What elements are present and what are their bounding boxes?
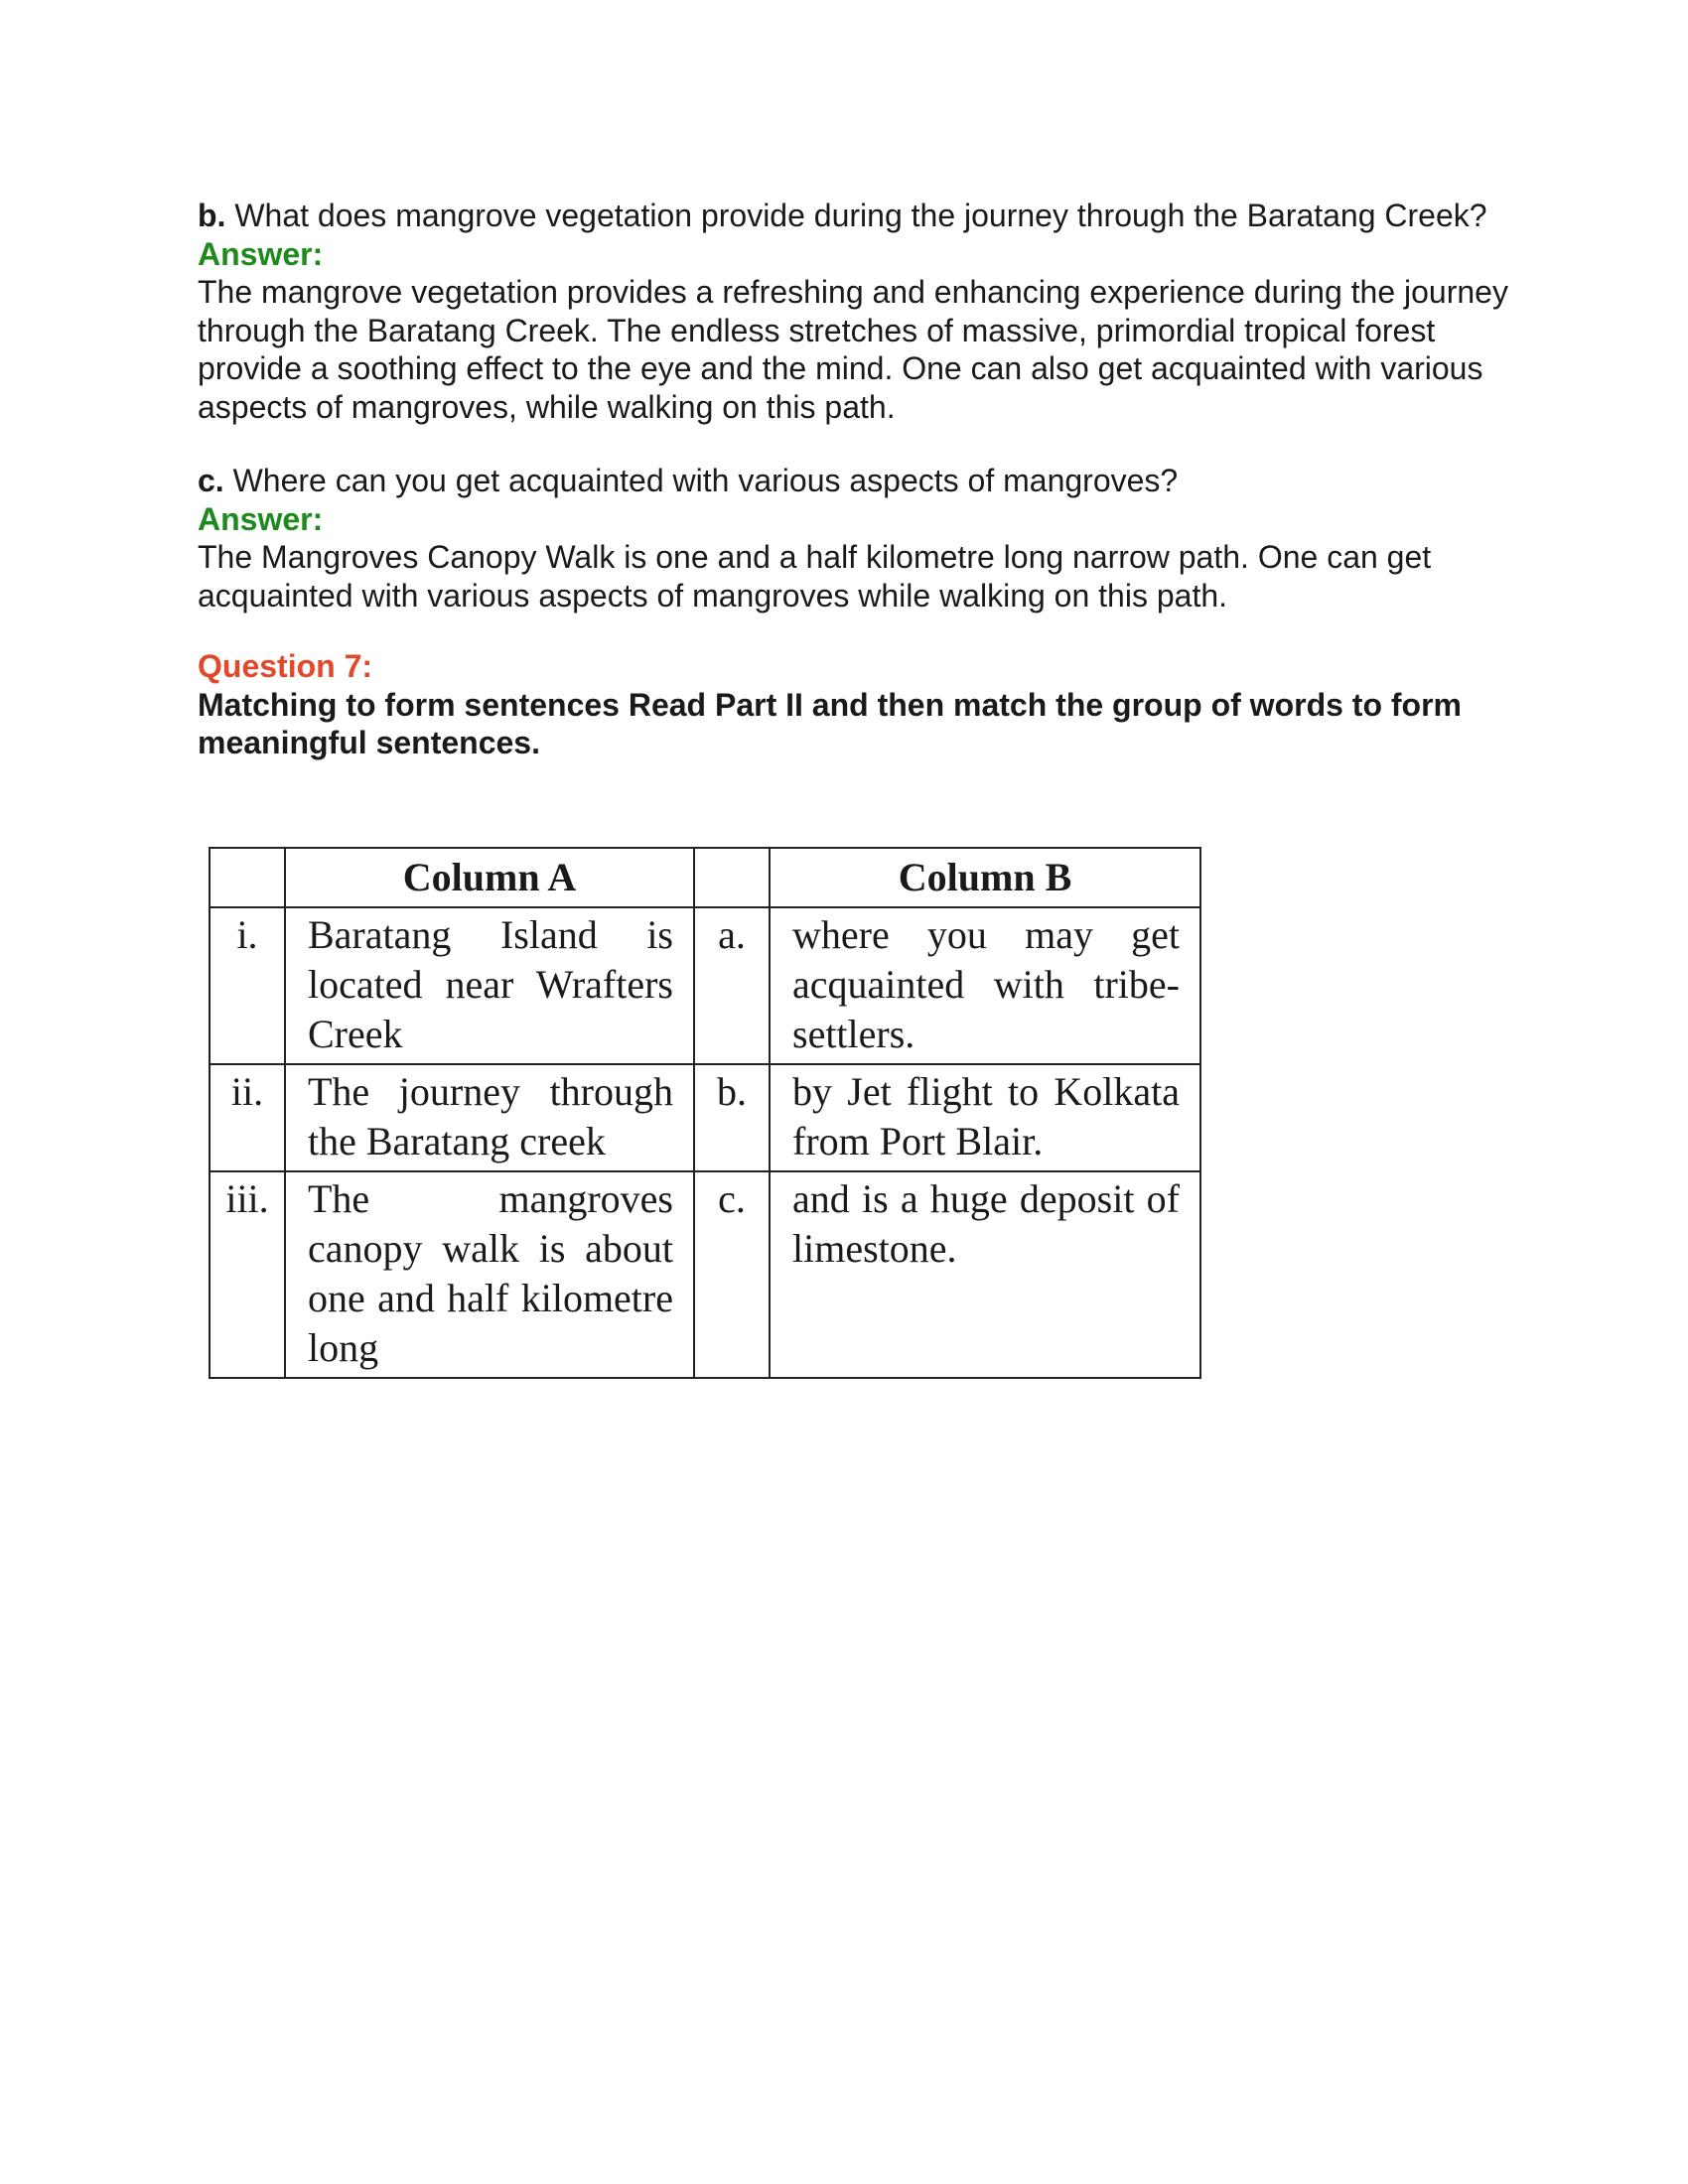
column-b-text: where you may get acquainted with tribe-settlers. [792, 912, 1180, 1056]
row-letter: c. [694, 1171, 770, 1378]
row-letter: a. [694, 907, 770, 1064]
header-column-a: Column A [285, 848, 694, 907]
answer-b-text: The mangrove vegetation provides a refreshing and enhancing experience during the journey through the Baratang Creek. The endless stretches of massive, primordial tropical forest provide a soothing effect to the eye and the mind. One can also get acquainted with various aspects of mangroves, while walking on this path. [198, 274, 1508, 425]
spacer [198, 614, 1508, 647]
column-b-cell [770, 907, 1200, 1064]
question-b-text: What does mangrove vegetation provide during the journey through the Baratang Creek? [225, 198, 1487, 233]
answer-c-text: The Mangroves Canopy Walk is one and a half kilometre long narrow path. One can get acquainted with various aspects of mangroves while walking on this path. [198, 539, 1432, 614]
row-number: i. [210, 907, 285, 1064]
answer-b-label: Answer: [198, 235, 324, 272]
column-b-cell [770, 1064, 1200, 1171]
column-b-text: and is a huge deposit of limestone. [792, 1176, 1180, 1271]
table-header-row [210, 848, 1200, 907]
table-row [210, 1171, 1200, 1378]
matching-table [209, 847, 1201, 1379]
row-number: iii. [210, 1171, 285, 1378]
row-number: ii. [210, 1064, 285, 1171]
column-b-text: by Jet flight to Kolkata from Port Blair. [792, 1069, 1180, 1163]
column-a-cell [285, 1171, 694, 1378]
column-a-text: The journey through the Baratang creek [308, 1069, 673, 1163]
column-a-text: The mangroves canopy walk is about one and half kilometre long [308, 1176, 673, 1370]
question-7-instruction: Matching to form sentences Read Part II and then match the group of words to form meaningful sentences. [198, 686, 1462, 760]
question-c-letter: c. [198, 463, 224, 498]
column-a-cell [285, 907, 694, 1064]
header-column-b: Column B [770, 848, 1200, 907]
question-c [198, 462, 1508, 500]
table-row [210, 907, 1200, 1064]
document-page [198, 197, 1508, 762]
table-row [210, 1064, 1200, 1171]
question-7-label: Question 7: [198, 648, 373, 684]
header-num-cell [210, 848, 285, 907]
answer-c-label: Answer: [198, 500, 324, 537]
header-letter-cell [694, 848, 770, 907]
column-a-text: Baratang Island is located near Wrafters Creek [308, 912, 673, 1056]
question-b-letter: b. [198, 198, 226, 233]
question-b [198, 197, 1508, 235]
column-b-cell [770, 1171, 1200, 1378]
row-letter: b. [694, 1064, 770, 1171]
question-c-text: Where can you get acquainted with various aspects of mangroves? [223, 463, 1179, 498]
column-a-cell [285, 1064, 694, 1171]
spacer [198, 426, 1508, 462]
